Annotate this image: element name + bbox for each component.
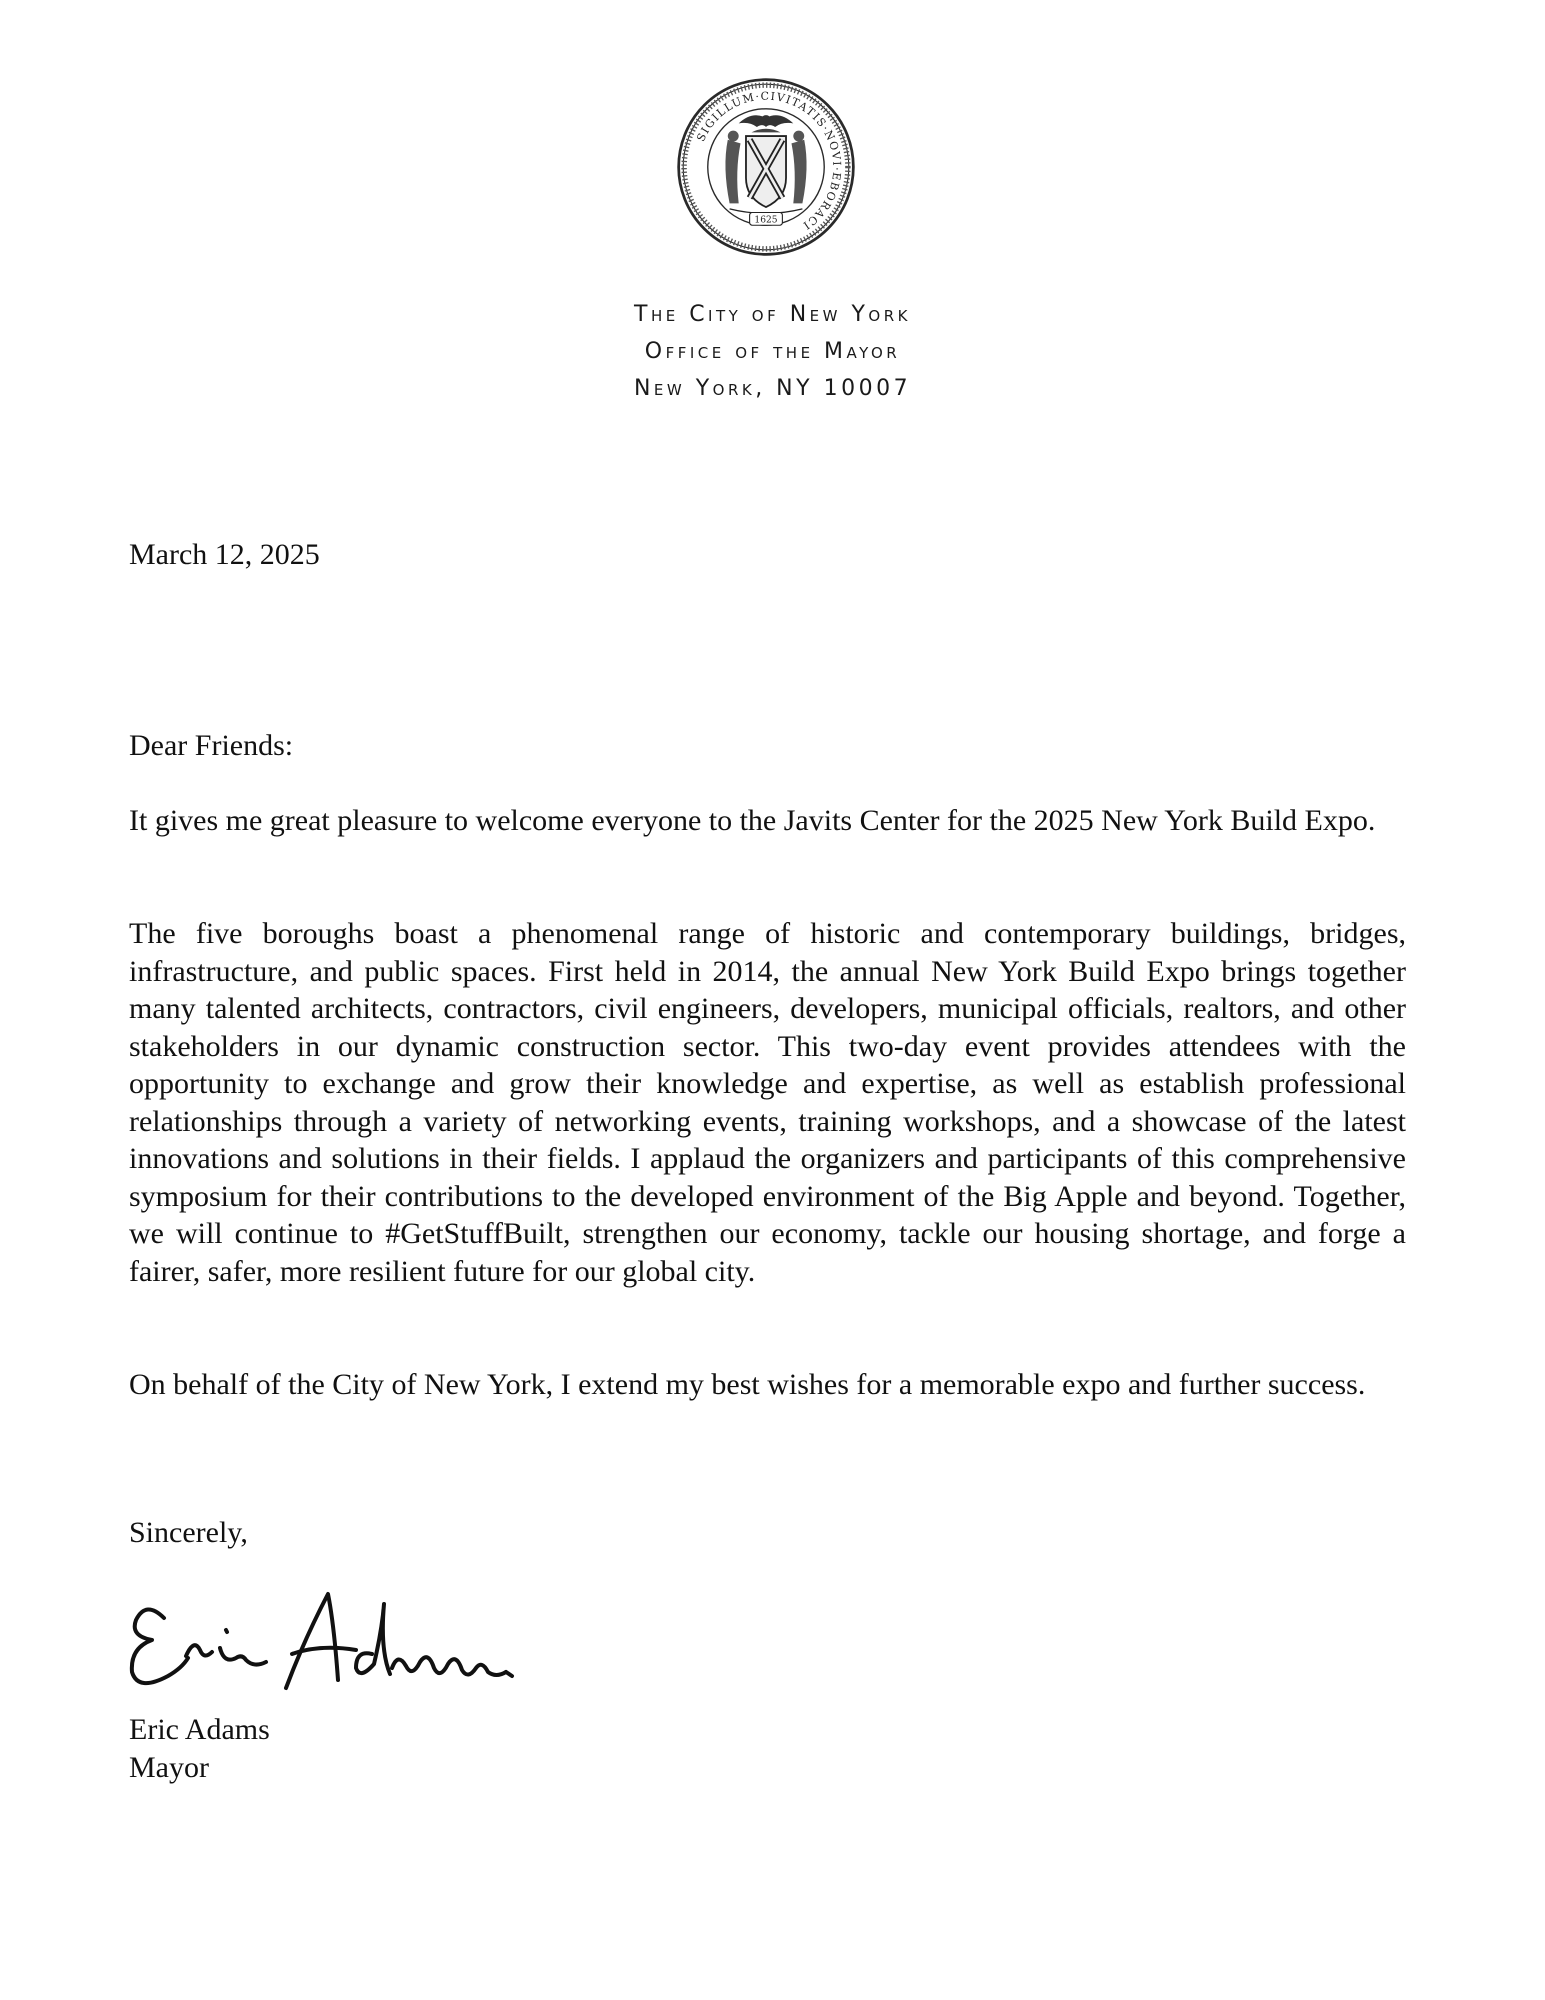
letterhead-office: Office of the Mayor [644, 339, 901, 364]
signer-name: Eric Adams [129, 1713, 270, 1746]
paragraph-wishes: On behalf of the City of New York, I extend my best wishes for a memorable expo and further success. [129, 1368, 1366, 1401]
letter-date: March 12, 2025 [129, 538, 320, 571]
closing: Sincerely, [129, 1516, 248, 1549]
svg-text:SIGILLUM·CIVITATIS·NOVI·EBORAC: SIGILLUM·CIVITATIS·NOVI·EBORACI [694, 89, 844, 233]
paragraph-welcome: It gives me great pleasure to welcome everyone to the Javits Center for the 2025 New York Build Expo. [129, 804, 1376, 837]
seal-year: 1625 [754, 215, 778, 226]
letterhead [0, 296, 1545, 407]
paragraph-main: The five boroughs boast a phenomenal range of historic and contemporary buildings, bridges, infrastructure, and public spaces. First held in 2014, the annual New York Build Expo brings together many talented architects, contractors, civil engineers, developers, municipal officials, realtors, and other stakeholders in our dynamic construction sector. This two-day event provides attendees with the opportunity to exchange and grow their knowledge and expertise, as well as establish professional relationships through a variety of networking events, training workshops, and a showcase of the latest innovations and solutions in their fields. I applaud the organizers and participants of this comprehensive symposium for their contributions to the developed environment of the Big Apple and beyond. Together, we will continue to #GetStuffBuilt, strengthen our economy, tackle our housing shortage, and forge a fairer, safer, more resilient future for our global city. [129, 917, 1406, 1288]
signer-title: Mayor [129, 1750, 209, 1784]
letterhead-city: The City of New York [634, 302, 911, 327]
letterhead-address: New York, NY 10007 [633, 376, 912, 401]
city-seal-logo [675, 76, 857, 258]
signer-block [129, 1711, 1406, 1786]
salutation: Dear Friends: [129, 729, 294, 762]
signature-image [124, 1580, 544, 1700]
